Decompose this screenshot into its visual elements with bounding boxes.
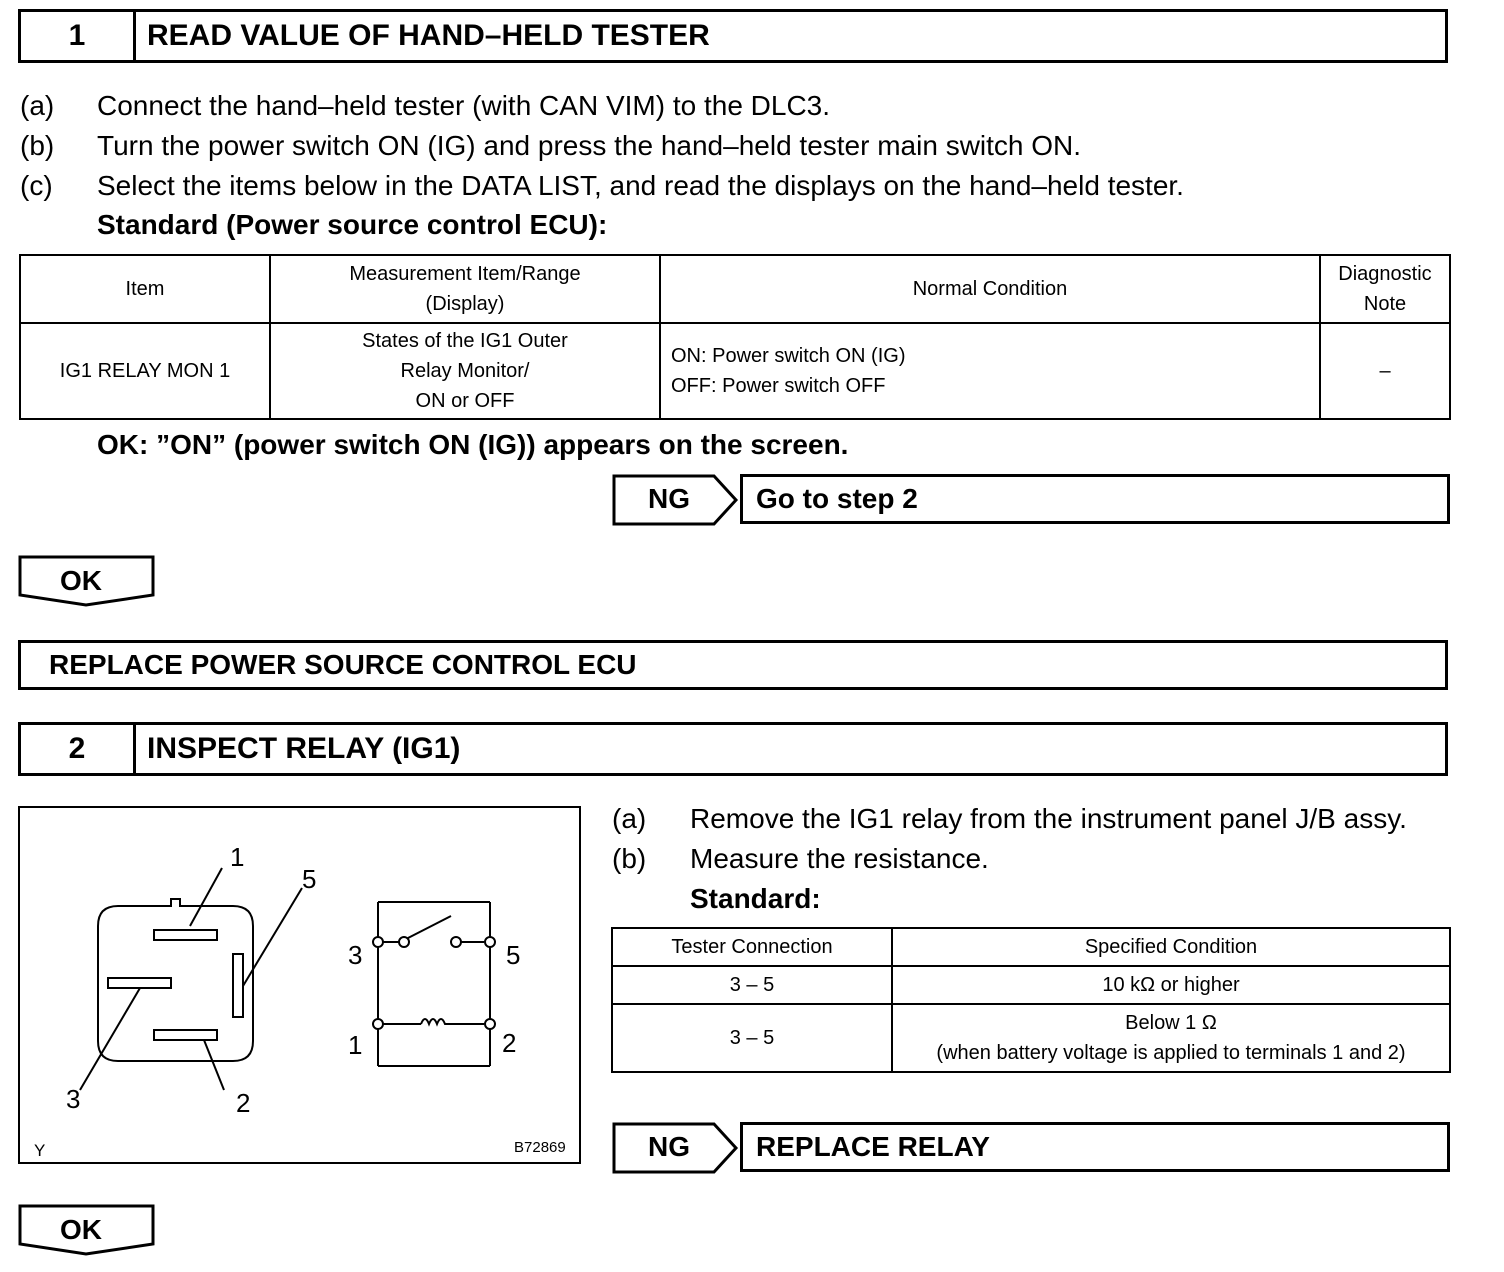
relay-body-outline <box>98 899 253 1061</box>
instruction-1c-label: (c) <box>20 170 53 201</box>
step-2-header <box>18 722 1448 776</box>
schematic-label-1: 1 <box>348 1030 363 1060</box>
terminal-label-3: 3 <box>66 1084 81 1114</box>
instruction-2a-label: (a) <box>612 803 647 834</box>
standard-heading-1: Standard (Power source control ECU): <box>97 209 608 240</box>
ok-label-1: OK <box>60 565 102 596</box>
cell-range <box>270 323 660 419</box>
instruction-1c-text: Select the items below in the DATA LIST, and read the displays on the hand–held tester. <box>97 170 1184 201</box>
ng-action-2: REPLACE RELAY <box>756 1131 990 1162</box>
col-connection-header: Tester Connection <box>612 928 892 966</box>
cell-range-line1: States of the IG1 Outer <box>362 330 568 352</box>
terminal-label-5: 5 <box>302 864 317 894</box>
instruction-2b-text: Measure the resistance. <box>690 843 989 874</box>
ok-condition-text: OK: ”ON” (power switch ON (IG)) appears on the screen. <box>97 429 849 460</box>
resistance-table <box>611 927 1451 1073</box>
pin-3 <box>108 978 171 988</box>
step-1-number: 1 <box>21 12 136 60</box>
cell-range-line3: ON or OFF <box>415 390 515 412</box>
standard-heading-2: Standard: <box>690 883 821 914</box>
schematic-label-3: 3 <box>348 940 363 970</box>
step-1-header <box>18 9 1448 63</box>
col-note-header-line2: Note <box>1363 293 1407 315</box>
schematic-label-2: 2 <box>502 1028 517 1058</box>
ng-action-1: Go to step 2 <box>756 483 918 514</box>
instruction-1a-text: Connect the hand–held tester (with CAN VIM) to the DLC3. <box>97 90 831 121</box>
instruction-1b-text: Turn the power switch ON (IG) and press the hand–held tester main switch ON. <box>97 130 1082 161</box>
table-row <box>612 1004 1450 1072</box>
col-note-header <box>1320 255 1450 323</box>
replace-ecu-box: REPLACE POWER SOURCE CONTROL ECU <box>18 640 1448 690</box>
col-range-header-line1: Measurement Item/Range <box>349 263 581 285</box>
ng-label-1: NG <box>648 483 690 514</box>
pin-2 <box>154 1030 217 1040</box>
instruction-1a-label: (a) <box>20 90 55 121</box>
col-note-header-line1: Diagnostic <box>1338 263 1432 285</box>
table-row <box>612 966 1450 1004</box>
relay-schematic <box>378 902 490 1066</box>
instruction-2b-label: (b) <box>612 843 647 874</box>
cell-condition: 10 kΩ or higher <box>892 966 1450 1004</box>
pin-5 <box>233 954 243 1017</box>
instruction-1b-label: (b) <box>20 130 55 161</box>
cell-connection: 3 – 5 <box>612 1004 892 1072</box>
terminal-label-1: 1 <box>230 842 245 872</box>
col-condition-header: Specified Condition <box>892 928 1450 966</box>
terminal-label-2: 2 <box>236 1088 251 1118</box>
table-row <box>20 323 1450 419</box>
step-2-number: 2 <box>21 725 136 773</box>
instruction-2a-text: Remove the IG1 relay from the instrument panel J/B assy. <box>690 803 1407 834</box>
step-1-title: READ VALUE OF HAND–HELD TESTER <box>147 19 710 52</box>
cell-condition-line2: (when battery voltage is applied to terminals 1 and 2) <box>936 1042 1406 1064</box>
col-range-header-line2: (Display) <box>425 293 505 315</box>
col-normal-header: Normal Condition <box>660 255 1320 323</box>
relay-diagram <box>18 806 582 1166</box>
cell-range-line2: Relay Monitor/ <box>400 360 530 382</box>
cell-normal-line2: OFF: Power switch OFF <box>671 375 886 397</box>
cell-normal-line1: ON: Power switch ON (IG) <box>671 345 906 367</box>
ng-label-2: NG <box>648 1131 690 1162</box>
cell-normal <box>660 323 1320 419</box>
cell-condition <box>892 1004 1450 1072</box>
cell-connection: 3 – 5 <box>612 966 892 1004</box>
data-list-table <box>19 254 1451 420</box>
figure-code: B72869 <box>514 1139 566 1156</box>
schematic-label-5: 5 <box>506 940 521 970</box>
cell-note: – <box>1320 323 1450 419</box>
ok-label-2: OK <box>60 1214 102 1245</box>
corner-label-left: Y <box>34 1141 46 1160</box>
cell-item: IG1 RELAY MON 1 <box>20 323 270 419</box>
col-range-header <box>270 255 660 323</box>
pin-1 <box>154 930 217 940</box>
cell-condition-line1: Below 1 Ω <box>1125 1012 1217 1034</box>
step-2-title: INSPECT RELAY (IG1) <box>147 732 461 765</box>
col-item-header: Item <box>20 255 270 323</box>
